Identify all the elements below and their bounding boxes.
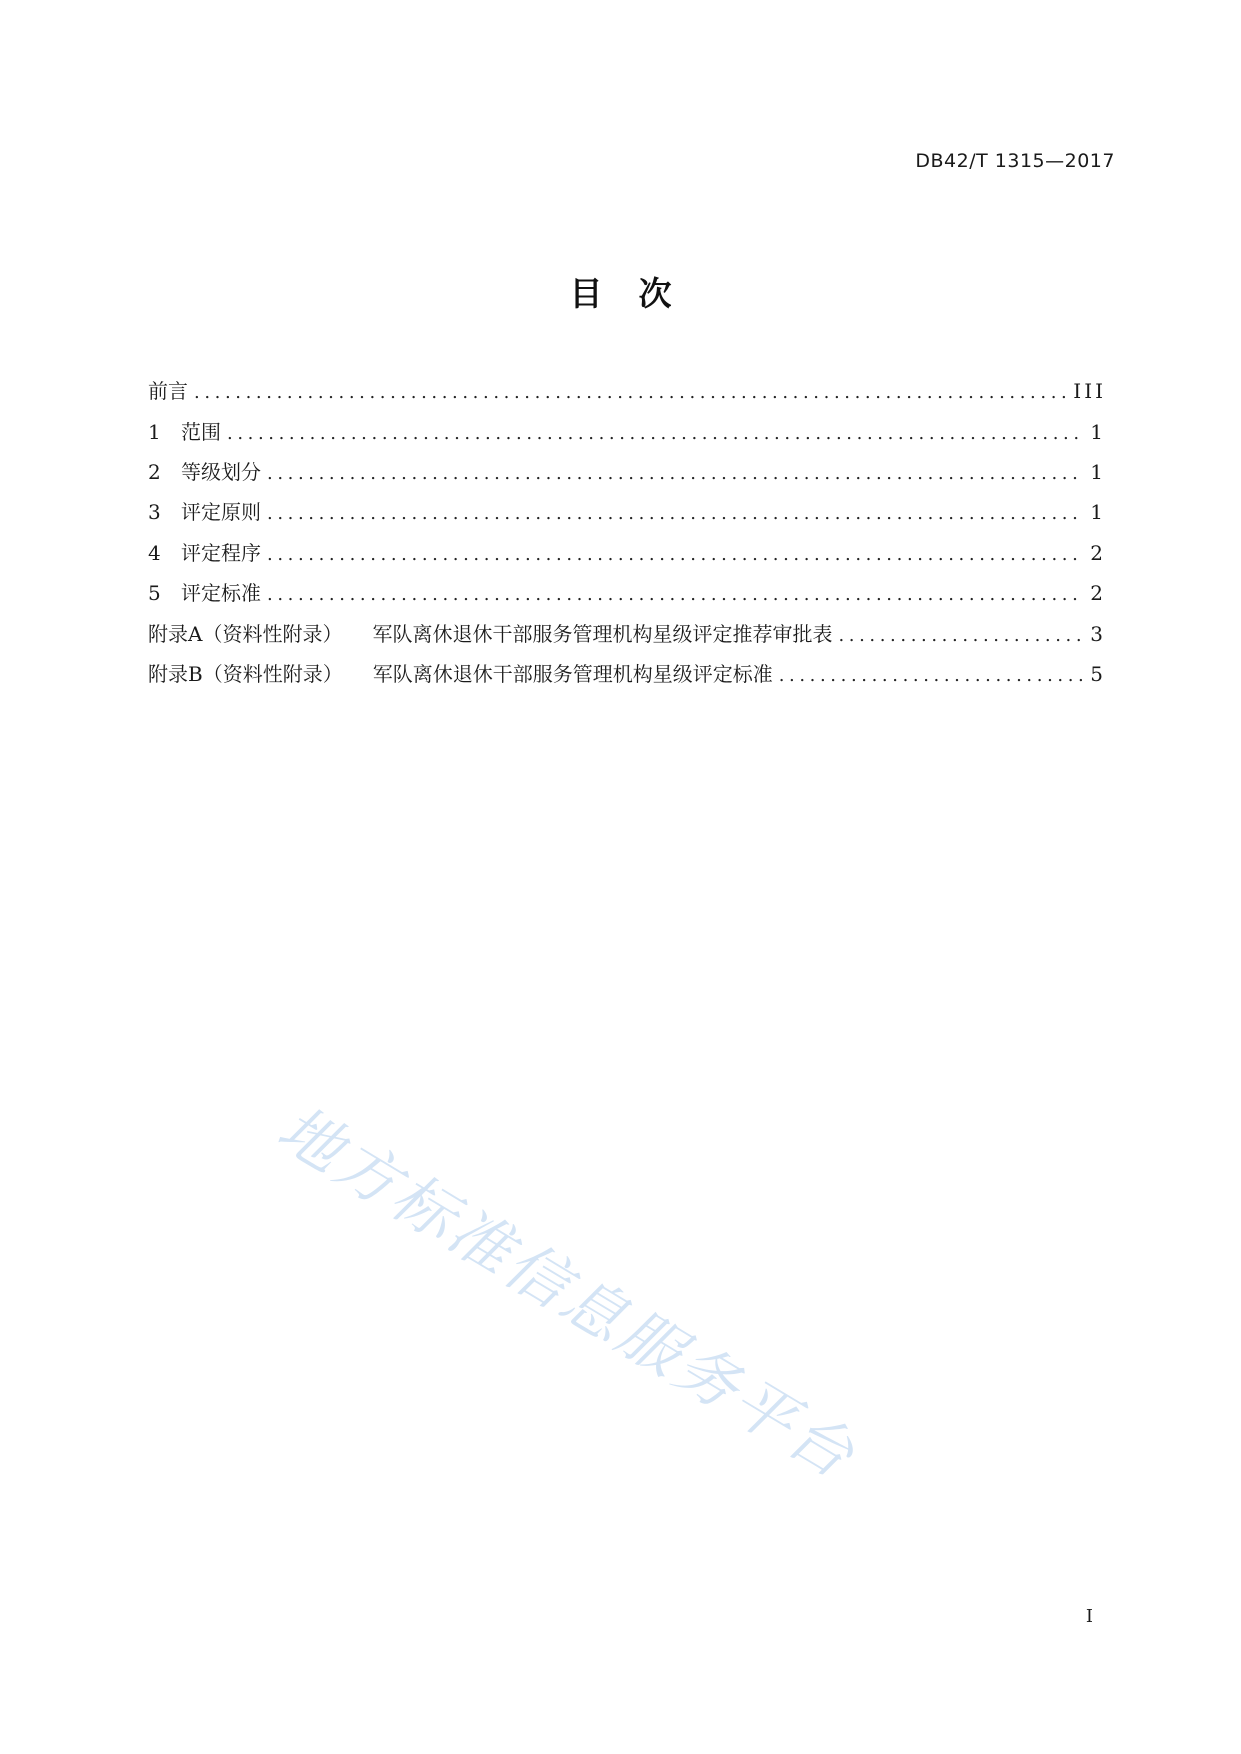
toc-entry-number: 3: [148, 500, 161, 525]
toc-entry-page: 3: [1090, 621, 1106, 646]
standard-code: DB42/T 1315—2017: [915, 150, 1115, 172]
toc-entry-number: 2: [148, 459, 161, 484]
toc-appendix-title: 军队离休退休干部服务管理机构星级评定推荐审批表: [372, 621, 833, 646]
toc-leader-dots: [267, 545, 1084, 565]
toc-entry-label: 评定原则: [181, 500, 261, 525]
toc-entry-label: 前言: [148, 379, 188, 404]
toc-entry-appendix-a[interactable]: [148, 613, 1106, 653]
toc-leader-dots: [194, 383, 1067, 403]
toc-entry-page: 5: [1090, 661, 1106, 686]
toc-entry-label: 等级划分: [181, 459, 261, 484]
toc-entry-page: 1: [1090, 500, 1106, 525]
toc-entry-page: 2: [1090, 540, 1106, 565]
toc-entry-evaluation-standards[interactable]: [148, 573, 1106, 613]
toc-entry-page: 1: [1090, 459, 1106, 484]
toc-leader-dots: [267, 504, 1084, 524]
toc-leader-dots: [267, 585, 1084, 605]
toc-appendix-title: 军队离休退休干部服务管理机构星级评定标准: [372, 661, 773, 686]
table-of-contents: [148, 371, 1106, 694]
toc-leader-dots: [838, 626, 1084, 646]
toc-entry-appendix-b[interactable]: [148, 654, 1106, 694]
toc-entry-evaluation-principles[interactable]: [148, 492, 1106, 532]
page-number: I: [1085, 1606, 1093, 1627]
toc-entry-label: 评定程序: [181, 540, 261, 565]
toc-appendix-label: 附录A（资料性附录）: [148, 621, 343, 646]
toc-leader-dots: [267, 464, 1084, 484]
watermark: 地方标准信息服务平台: [265, 1091, 870, 1494]
page-title: 目次: [569, 274, 708, 313]
toc-entry-grade-division[interactable]: [148, 452, 1106, 492]
toc-entry-label: 范围: [181, 419, 221, 444]
toc-entry-page: III: [1073, 379, 1106, 404]
toc-entry-evaluation-procedure[interactable]: [148, 533, 1106, 573]
toc-entry-page: 2: [1090, 581, 1106, 606]
toc-entry-scope[interactable]: [148, 411, 1106, 451]
toc-leader-dots: [779, 666, 1085, 686]
toc-entry-page: 1: [1090, 419, 1106, 444]
toc-leader-dots: [227, 424, 1084, 444]
toc-appendix-label: 附录B（资料性附录）: [148, 661, 343, 686]
toc-entry-number: 5: [148, 581, 161, 606]
toc-entry-number: 4: [148, 540, 161, 565]
toc-entry-label: 评定标准: [181, 581, 261, 606]
toc-entry-foreword[interactable]: [148, 371, 1106, 411]
toc-entry-number: 1: [148, 419, 161, 444]
